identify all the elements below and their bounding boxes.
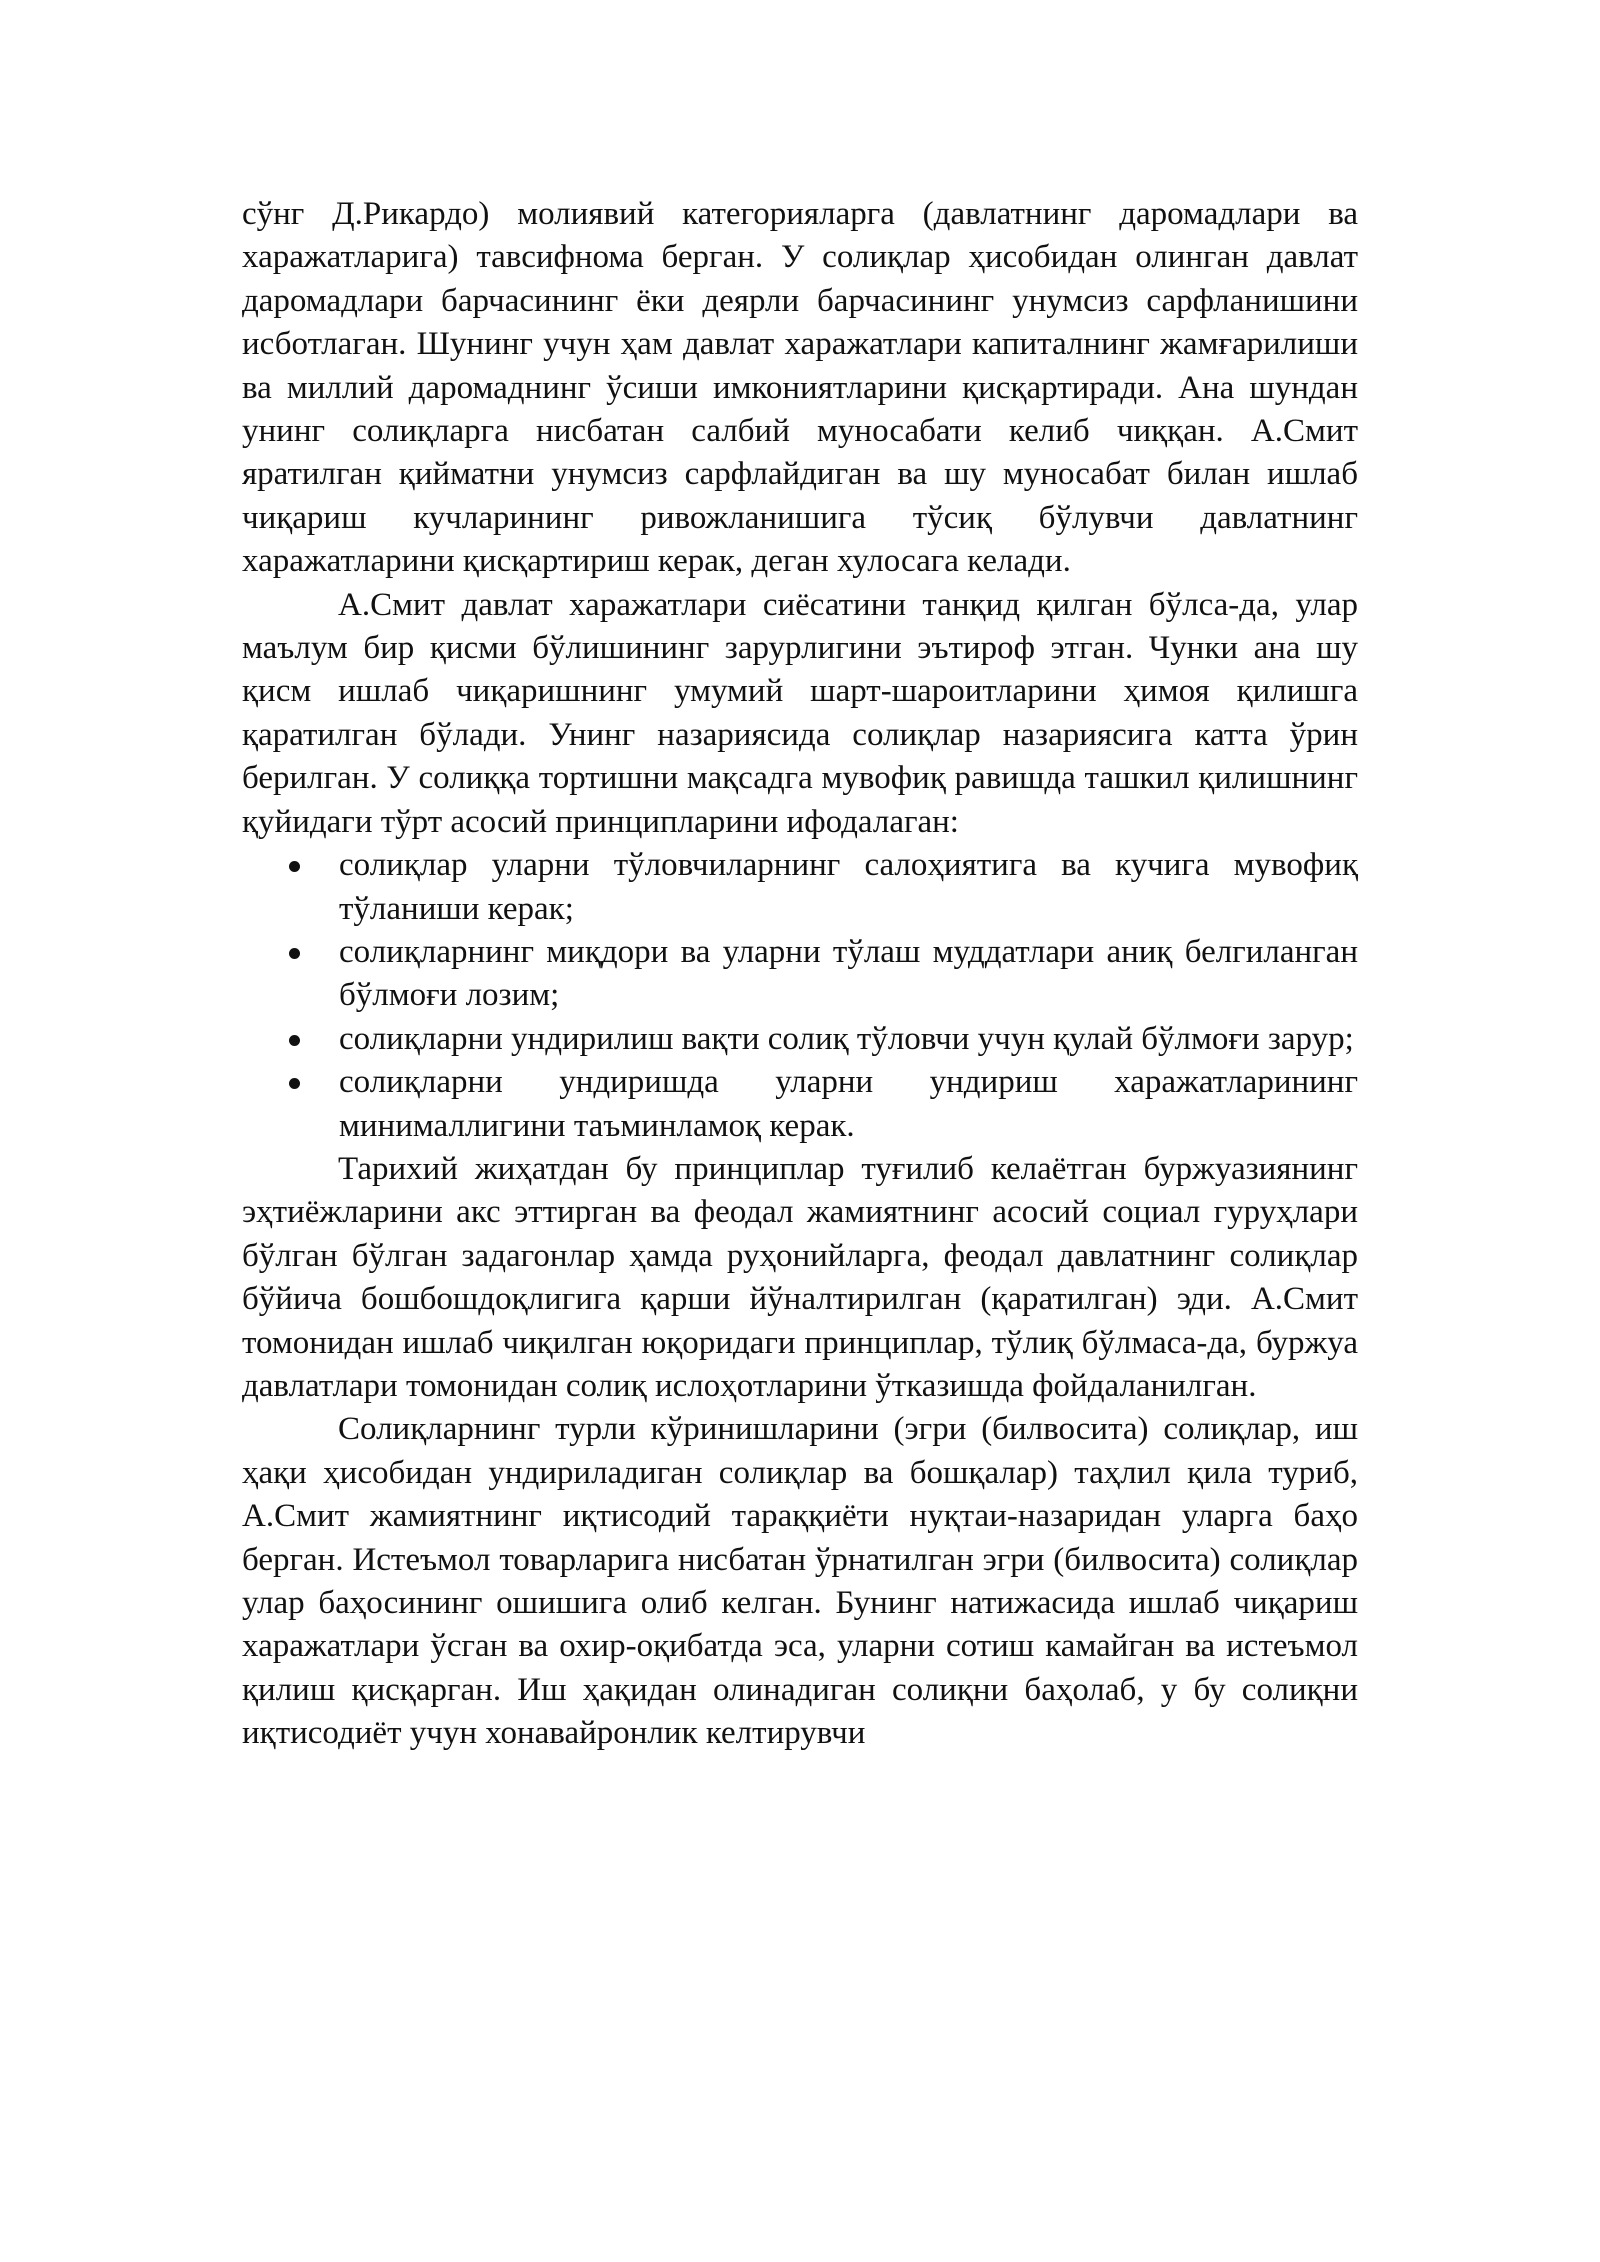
list-item xyxy=(242,1018,1358,1061)
bullet-icon xyxy=(289,1035,300,1046)
principles-list xyxy=(242,844,1358,1148)
list-item xyxy=(242,844,1358,931)
bullet-icon xyxy=(289,948,300,959)
bullet-icon xyxy=(289,861,300,872)
bullet-icon xyxy=(289,1078,300,1089)
list-item xyxy=(242,1061,1358,1148)
list-item-text: солиқларни ундирилиш вақти солиқ тўловчи учун қулай бўлмоғи зарур; xyxy=(339,1020,1354,1057)
list-item-text: солиқларнинг миқдори ва уларни тўлаш муддатлари аниқ белгиланган бўлмоғи лозим; xyxy=(339,933,1358,1014)
list-item-text: солиқлар уларни тўловчиларнинг салоҳиятига ва кучига мувофиқ тўланиши керак; xyxy=(339,847,1358,927)
list-item xyxy=(242,931,1358,1018)
paragraph-2: А.Смит давлат харажатлари сиёсатини танқид қилган бўлса-да, улар маълум бир қисми бўлишининг зарурлигини эътироф этган. Чунки ана шу қисм ишлаб чиқаришнинг умумий шарт-шароитларини ҳимоя қилишга қаратилган бўлади. Унинг назариясида солиқлар назариясига катта ўрин берилган. У солиққа тортишни мақсадга мувофиқ равишда ташкил қилишнинг қуйидаги тўрт асосий принципларини ифодалаган: xyxy=(242,586,1358,840)
paragraph-4: Солиқларнинг турли кўринишларини (эгри (билвосита) солиқлар, иш ҳақи ҳисобидан ундириладиган солиқлар ва бошқалар) таҳлил қила туриб, А.Смит жамиятнинг иқтисодий тараққиёти нуқтаи-назаридан уларга баҳо берган. Истеъмол товарларига нисбатан ўрнатилган эгри (билвосита) солиқлар улар баҳосининг ошишига олиб келган. Бунинг натижасида ишлаб чиқариш харажатлари ўсган ва охир-оқибатда эса, уларни сотиш камайган ва истеъмол қилиш қисқарган. Иш ҳақидан олинадиган солиқни баҳолаб, у бу солиқни иқтисодиёт учун хонавайронлик келтирувчи xyxy=(242,1411,1358,1752)
document-page xyxy=(242,193,1358,1756)
paragraph-1: сўнг Д.Рикардо) молиявий категорияларга (давлатнинг даромадлари ва харажатларига) тавсифнома берган. У солиқлар ҳисобидан олинган давлат даромадлари барчасининг ёки деярли барчасининг унумсиз сарфланишини исботлаган. Шунинг учун ҳам давлат харажатлари капиталнинг жамғарилиши ва миллий даромаднинг ўсиши имкониятларини қисқартиради. Ана шундан унинг солиқларга нисбатан салбий муносабати келиб чиққан. А.Смит яратилган қийматни унумсиз сарфлайдиган ва шу муносабат билан ишлаб чиқариш кучларининг ривожланишига тўсиқ бўлувчи давлатнинг харажатларини қисқартириш керак, деган хулосага келади. xyxy=(242,196,1358,580)
list-item-text: солиқларни ундиришда уларни ундириш харажатларининг минималлигини таъминламоқ керак. xyxy=(339,1064,1358,1144)
paragraph-3: Тарихий жиҳатдан бу принциплар туғилиб келаётган буржуазиянинг эҳтиёжларини акс эттирган ва феодал жамиятнинг асосий социал гуруҳлари бўлган бўлган задагонлар ҳамда руҳонийларга, феодал давлатнинг солиқлар бўйича бошбошдоқлигига қарши йўналтирилган (қаратилган) эди. А.Смит томонидан ишлаб чиқилган юқоридаги принциплар, тўлиқ бўлмаса-да, буржуа давлатлари томонидан солиқ ислоҳотларини ўтказишда фойдаланилган. xyxy=(242,1150,1358,1404)
